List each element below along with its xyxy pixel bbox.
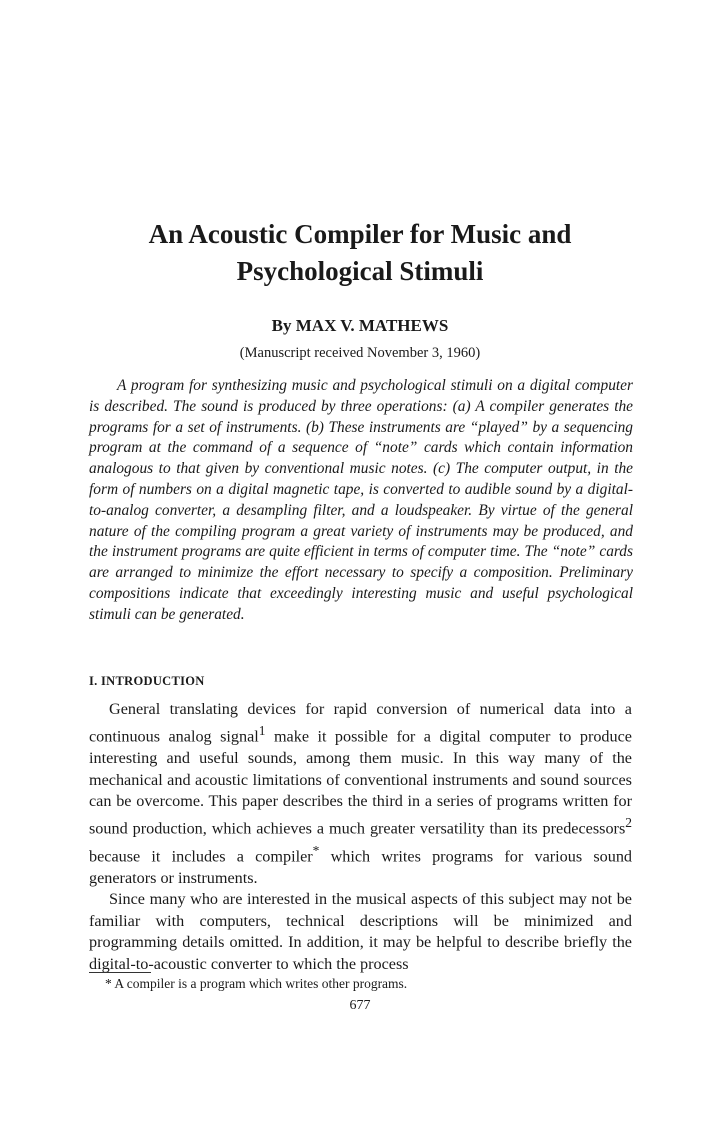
section-heading-introduction: I. INTRODUCTION (89, 674, 205, 688)
paragraph-1-part-1: General translating devices for rapid conversion of numerical data into a continuous analog signal (89, 700, 632, 746)
paragraph-2: Since many who are interested in the musical aspects of this subject may not be familiar with computers, technical descriptions will be minimized and programming details omitted. In addition, it may be helpful to describe briefly the digital-to-acoustic converter to which the process (89, 890, 632, 973)
abstract: A program for synthesizing music and psychological stimuli on a digital computer is described. The sound is produced by three operations: (a) A compiler generates the programs for a set of instruments. (b) These instruments are “played” by a sequencing program at the command of a sequence of “note” cards which contain information analogous to that given by conventional music notes. (c) The computer output, in the form of numbers on a digital magnetic tape, is converted to audible sound by a digital-to-analog converter, a desampling filter, and a loudspeaker. By virtue of the general nature of the compiling program a great variety of instruments may be produced, and the instrument programs are quite efficient in terms of computer time. The “note” cards are arranged to minimize the effort necessary to specify a composition. Preliminary compositions indicate that exceedingly interesting music and useful psychological stimuli can be generated. (89, 377, 633, 623)
title-line-2: Psychological Stimuli (236, 256, 484, 286)
footnote-rule (89, 972, 151, 973)
paragraph-1 (89, 699, 632, 889)
body-text (89, 699, 632, 975)
paragraph-1-part-3: because it includes a compiler (89, 847, 313, 866)
author-byline: By MAX V. MATHEWS (271, 316, 449, 335)
title-line-1: An Acoustic Compiler for Music and (148, 219, 572, 249)
reference-2: 2 (625, 815, 632, 831)
reference-1: 1 (258, 723, 266, 739)
paragraph-1-part-4: which writes programs for various sound generators or instruments. (89, 847, 633, 888)
footnote-marker: * (312, 843, 320, 859)
footnote: * A compiler is a program which writes other programs. (105, 976, 408, 991)
title-block (0, 216, 720, 290)
paper-title (0, 216, 720, 290)
paragraph-1-part-2: make it possible for a digital computer to produce interesting and useful sounds, among them music. In this way many of the mechanical and acoustic limitations of conventional instruments and sound sources can be overcome. This paper describes the third in a series of programs written for sound production, which achieves a much greater versatility than its predecessors (89, 727, 632, 838)
manuscript-received-date: (Manuscript received November 3, 1960) (239, 345, 481, 361)
page-number: 677 (349, 998, 371, 1013)
